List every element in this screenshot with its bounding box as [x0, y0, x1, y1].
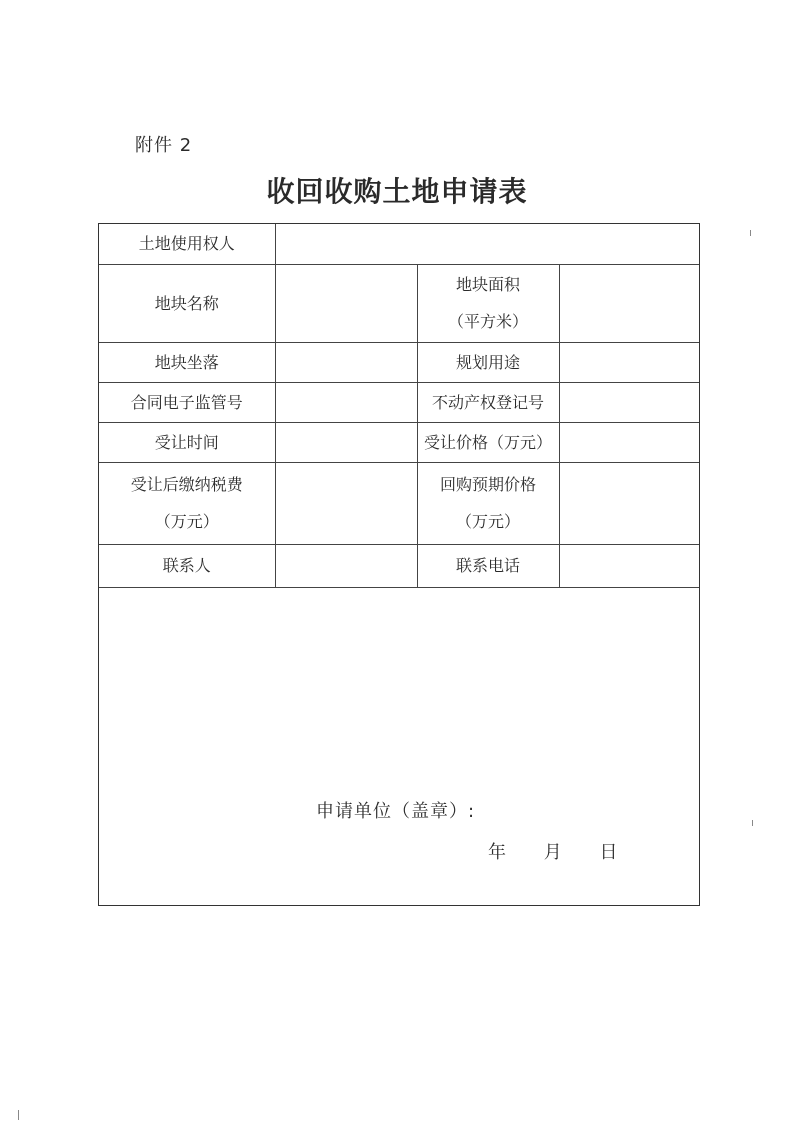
label-contact-person: 联系人 — [99, 544, 275, 587]
label-parcel-area — [417, 264, 559, 342]
field-planned-use[interactable] — [559, 342, 699, 382]
label-contact-phone: 联系电话 — [417, 544, 559, 587]
label-tax-line1: 受让后缴纳税费 — [130, 475, 243, 494]
label-tax — [99, 462, 275, 544]
label-buyback — [417, 462, 559, 544]
field-parcel-name[interactable] — [275, 264, 417, 342]
label-transfer-time: 受让时间 — [99, 422, 275, 462]
field-tax[interactable] — [275, 462, 417, 544]
label-tax-line2: （万元） — [154, 512, 219, 531]
label-buyback-line1: 回购预期价格 — [439, 475, 536, 494]
field-property-registration[interactable] — [559, 382, 699, 422]
field-land-user[interactable] — [275, 224, 699, 264]
row-land-user — [99, 224, 699, 264]
label-land-user: 土地使用权人 — [99, 224, 275, 264]
label-parcel-name: 地块名称 — [99, 264, 275, 342]
row-contact — [99, 544, 699, 587]
applicant-seal-label: 申请单位（盖章）: — [316, 801, 476, 822]
label-contract-id: 合同电子监管号 — [99, 382, 275, 422]
field-transfer-price[interactable] — [559, 422, 699, 462]
label-property-registration: 不动产权登记号 — [417, 382, 559, 422]
field-contact-person[interactable] — [275, 544, 417, 587]
field-buyback[interactable] — [559, 462, 699, 544]
scan-mark — [18, 1110, 19, 1120]
signature-date — [488, 838, 637, 864]
label-buyback-line2: （万元） — [455, 512, 520, 531]
attachment-label: 附件 2 — [135, 135, 193, 156]
row-tax-buyback — [99, 462, 699, 544]
form-table — [99, 224, 699, 588]
form-title: 收回收购土地申请表 — [266, 175, 528, 208]
label-parcel-area-line2: （平方米） — [447, 312, 528, 331]
field-transfer-time[interactable] — [275, 422, 417, 462]
label-parcel-location: 地块坐落 — [99, 342, 275, 382]
scan-mark — [750, 230, 751, 236]
field-parcel-area[interactable] — [559, 264, 699, 342]
field-contract-id[interactable] — [275, 382, 417, 422]
label-transfer-price: 受让价格（万元） — [417, 422, 559, 462]
row-parcel-location — [99, 342, 699, 382]
label-parcel-area-line1: 地块面积 — [455, 275, 520, 294]
row-parcel-name — [99, 264, 699, 342]
scan-mark — [752, 820, 753, 826]
row-contract-id — [99, 382, 699, 422]
date-day: 日 — [599, 842, 618, 863]
field-parcel-location[interactable] — [275, 342, 417, 382]
date-month: 月 — [543, 842, 562, 863]
row-transfer — [99, 422, 699, 462]
label-planned-use: 规划用途 — [417, 342, 559, 382]
date-year: 年 — [488, 842, 506, 863]
field-contact-phone[interactable] — [559, 544, 699, 587]
